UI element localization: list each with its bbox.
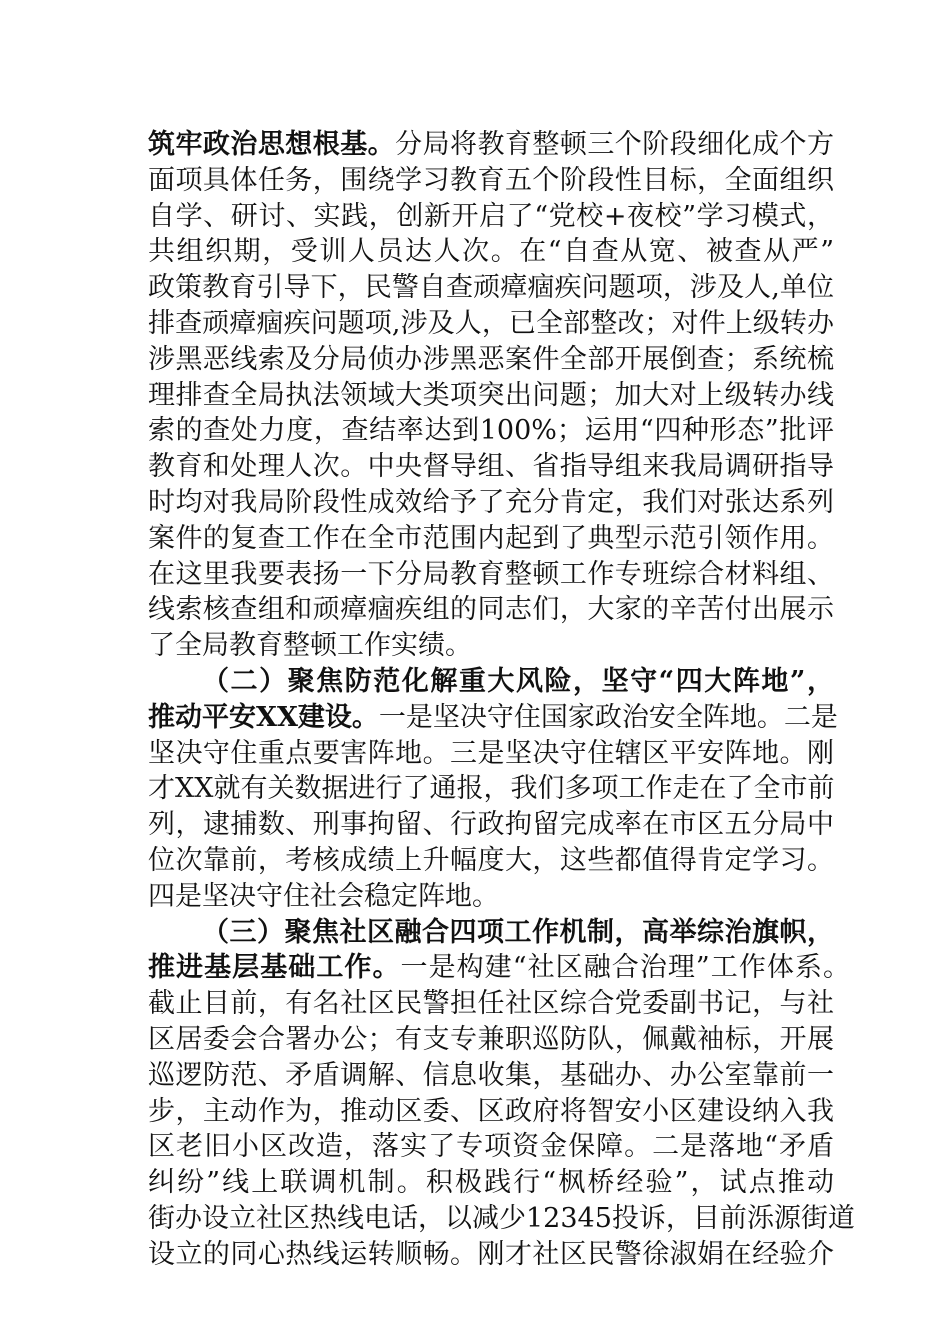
text-line (148, 700, 838, 736)
text-line (148, 771, 834, 807)
body-text: 区老旧小区改造，落实了专项资金保障。二是落地“矛盾 (148, 1131, 834, 1163)
text-line (148, 628, 834, 664)
text-line (148, 592, 834, 628)
body-text: 涉黑恶线索及分局侦办涉黑恶案件全部开展倒查；系统梳 (148, 343, 834, 375)
text-line (148, 843, 834, 879)
body-text: 分局将教育整顿三个阶段细化成个方 (395, 129, 834, 160)
text-line (148, 1237, 834, 1273)
body-text: 共组织期，受训人员达人次。在“自查从宽、被查从严” (148, 236, 834, 268)
text-line (148, 950, 850, 986)
text-line (148, 986, 834, 1022)
text-line (148, 127, 834, 163)
body-text: 案件的复查工作在全市范围内起到了典型示范引领作用。 (148, 522, 834, 554)
body-text: 排查顽瘴痼疾问题项,涉及人，已全部整改；对件上级转办 (148, 307, 834, 339)
body-text: 巡逻防范、矛盾调解、信息收集，基础办、办公室靠前一 (148, 1059, 834, 1091)
body-text: 理排查全局执法领域大类项突出问题；加大对上级转办线 (148, 379, 834, 411)
bold-heading-text: （三）聚焦社区融合四项工作机制，高举综治旗帜， (202, 916, 834, 948)
body-text: 面项具体任务，围绕学习教育五个阶段性目标，全面组织 (148, 164, 834, 196)
body-text: 索的查处力度，查结率达到100%；运用“四种形态”批评 (148, 415, 834, 447)
text-line (148, 306, 834, 342)
text-line (148, 664, 834, 700)
body-text: 一是坚决守住国家政治安全阵地。二是 (378, 701, 838, 733)
body-text: 政策教育引导下，民警自查顽瘴痼疾问题项，涉及人,单位 (148, 272, 834, 304)
body-text: 自学、研讨、实践，创新开启了“党校+夜校”学习模式， (148, 200, 834, 232)
body-text: 截止目前，有名社区民警担任社区综合党委副书记，与社 (148, 988, 834, 1020)
bold-heading-text: 推进基层基础工作。 (148, 952, 401, 984)
paragraph (148, 664, 838, 915)
body-text: 位次靠前，考核成绩上升幅度大，这些都值得肯定学习。 (148, 844, 834, 876)
bold-heading-text: 筑牢政治思想根基。 (148, 129, 396, 160)
text-line (148, 1165, 834, 1201)
body-text: 纠纷”线上联调机制。积极践行“枫桥经验”，试点推动 (148, 1167, 834, 1199)
text-line (148, 1094, 834, 1130)
text-line (148, 807, 834, 843)
body-text: 在这里我要表扬一下分局教育整顿工作专班综合材料组、 (148, 558, 834, 590)
text-line (148, 449, 834, 485)
body-text: 了全局教育整顿工作实绩。 (148, 630, 472, 662)
text-line (148, 879, 834, 915)
paragraph (148, 915, 855, 1273)
text-line (148, 1022, 834, 1058)
body-text: 列，逮捕数、刑事拘留、行政拘留完成率在市区五分局中 (148, 809, 834, 841)
text-line (148, 163, 834, 199)
body-text: 区居委会合署办公；有支专兼职巡防队，佩戴袖标，开展 (148, 1023, 834, 1055)
body-text: 一是构建“社区融合治理”工作体系。 (400, 952, 851, 984)
bold-heading-text: 推动平安XX建设。 (148, 701, 379, 733)
text-line (148, 378, 834, 414)
text-line (148, 234, 834, 270)
text-line (148, 342, 834, 378)
body-text: 坚决守住重点要害阵地。三是坚决守住辖区平安阵地。刚 (148, 737, 834, 769)
body-text: 街办设立社区热线电话，以减少12345投诉，目前泺源街道 (148, 1202, 855, 1234)
text-line (148, 1201, 855, 1237)
text-line (148, 485, 834, 521)
text-line (148, 270, 834, 306)
body-text: 教育和处理人次。中央督导组、省指导组来我局调研指导 (148, 451, 834, 483)
text-line (148, 413, 834, 449)
text-line (148, 1129, 834, 1165)
bold-heading-text: （二）聚焦防范化解重大风险，坚守“四大阵地”， (202, 665, 834, 697)
body-text: 步，主动作为，推动区委、区政府将智安小区建设纳入我 (148, 1095, 834, 1127)
text-line (148, 557, 834, 593)
text-line (148, 915, 834, 951)
text-line (148, 1058, 834, 1094)
text-line (148, 736, 834, 772)
body-text: 线索核查组和顽瘴痼疾组的同志们，大家的辛苦付出展示 (148, 594, 834, 626)
document-body (148, 127, 855, 1273)
paragraph (148, 127, 834, 664)
text-line (148, 521, 834, 557)
body-text: 时均对我局阶段性成效给予了充分肯定，我们对张达系列 (148, 486, 834, 518)
body-text: 四是坚决守住社会稳定阵地。 (148, 880, 499, 912)
body-text: 才XX就有关数据进行了通报，我们多项工作走在了全市前 (148, 773, 835, 805)
text-line (148, 199, 834, 235)
body-text: 设立的同心热线运转顺畅。刚才社区民警徐淑娟在经验介 (148, 1238, 834, 1270)
